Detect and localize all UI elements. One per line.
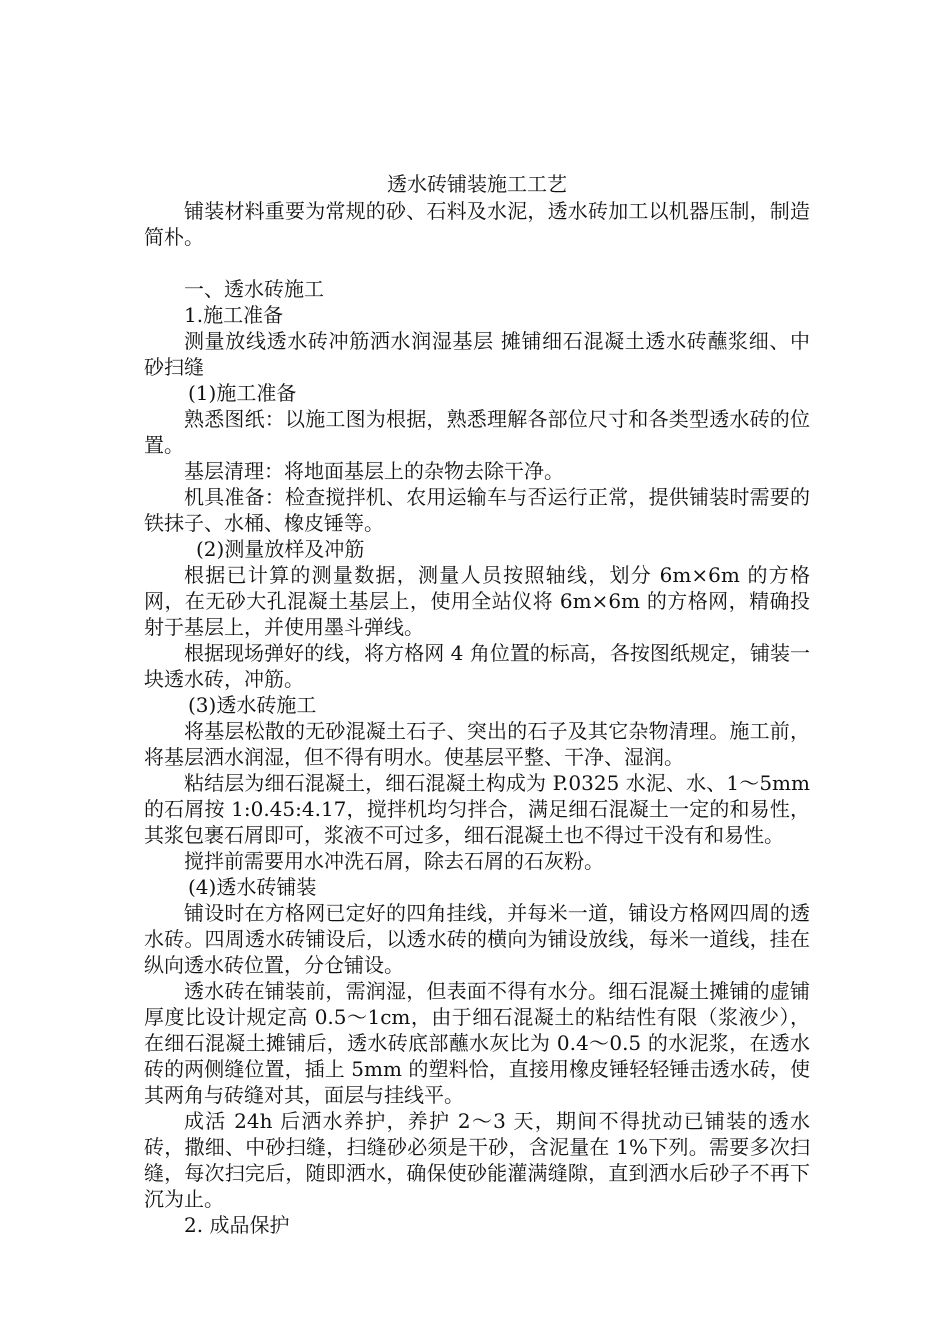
paragraph-elevation: 根据现场弹好的线，将方格网 4 角位置的标高，各按图纸规定，铺装一块透水砖，冲筋。 <box>144 641 810 691</box>
document-title: 透水砖铺装施工工艺 <box>387 172 567 196</box>
paragraph-intro: 铺装材料重要为常规的砂、石料及水泥，透水砖加工以机器压制，制造简朴。 <box>144 199 810 249</box>
subheading-preparation: (1)施工准备 <box>188 381 297 405</box>
paragraph-process-flow: 测量放线透水砖冲筋洒水润湿基层 摊铺细石混凝土透水砖蘸浆细、中砂扫缝 <box>144 329 810 379</box>
subheading-brick-laying: (4)透水砖铺装 <box>188 875 317 899</box>
paragraph-survey-grid: 根据已计算的测量数据，测量人员按照轴线，划分 6m×6m 的方格网，在无砂大孔混凝土基层上，使用全站仪将 6m×6m 的方格网，精确投射于基层上，并使用墨斗弹线。 <box>144 563 810 639</box>
blank-line <box>144 250 810 276</box>
paragraph-equipment: 机具准备：检查搅拌机、农用运输车与否运行正常，提供铺装时需要的铁抹子、水桶、橡皮锤等。 <box>144 485 810 535</box>
paragraph-bonding-layer: 粘结层为细石混凝土，细石混凝土构成为 P.0325 水泥、水、1～5mm 的石屑按 1:0.45:4.17，搅拌机均匀拌合，满足细石混凝土一定的和易性，其浆包裹石屑即可，浆液不可过多，细石混凝土也不得过干没有和易性。 <box>144 771 810 847</box>
subsection-heading-2: 2. 成品保护 <box>184 1213 290 1237</box>
paragraph-drawings: 熟悉图纸：以施工图为根据，熟悉理解各部位尺寸和各类型透水砖的位置。 <box>144 407 810 457</box>
paragraph-laying-process: 透水砖在铺装前，需润湿，但表面不得有水分。细石混凝土摊铺的虚铺厚度比设计规定高 0.5～1cm，由于细石混凝土的粘结性有限（浆液少），在细石混凝土摊铺后，透水砖底部蘸水灰比为 0.4～0.5 的水泥浆，在透水砖的两侧缝位置，插上 5mm 的塑料恰，直接用橡皮锤轻轻锤击透水砖，使其两角与砖缝对其，面层与挂线平。 <box>144 979 810 1107</box>
paragraph-wash-chips: 搅拌前需要用水冲洗石屑，除去石屑的石灰粉。 <box>184 849 604 873</box>
paragraph-base-prep: 将基层松散的无砂混凝土石子、突出的石子及其它杂物清理。施工前，将基层洒水润湿，但不得有明水。使基层平整、干净、湿润。 <box>144 719 810 769</box>
section-heading-1: 一、透水砖施工 <box>184 277 324 301</box>
subheading-survey: (2)测量放样及冲筋 <box>196 537 365 561</box>
paragraph-curing: 成活 24h 后洒水养护，养护 2～3 天，期间不得扰动已铺装的透水砖，撒细、中砂扫缝，扫缝砂必须是干砂，含泥量在 1%下列。需要多次扫缝，每次扫完后，随即洒水，确保使砂能灌满缝隙，直到洒水后砂子不再下沉为止。 <box>144 1109 810 1211</box>
subheading-brick-construction: (3)透水砖施工 <box>188 693 317 717</box>
paragraph-base-cleaning: 基层清理：将地面基层上的杂物去除干净。 <box>184 459 564 483</box>
subsection-heading-1: 1.施工准备 <box>184 303 284 327</box>
paragraph-layout-lines: 铺设时在方格网已定好的四角挂线，并每米一道，铺设方格网四周的透水砖。四周透水砖铺设后，以透水砖的横向为铺设放线，每米一道线，挂在纵向透水砖位置，分仓铺设。 <box>144 901 810 977</box>
